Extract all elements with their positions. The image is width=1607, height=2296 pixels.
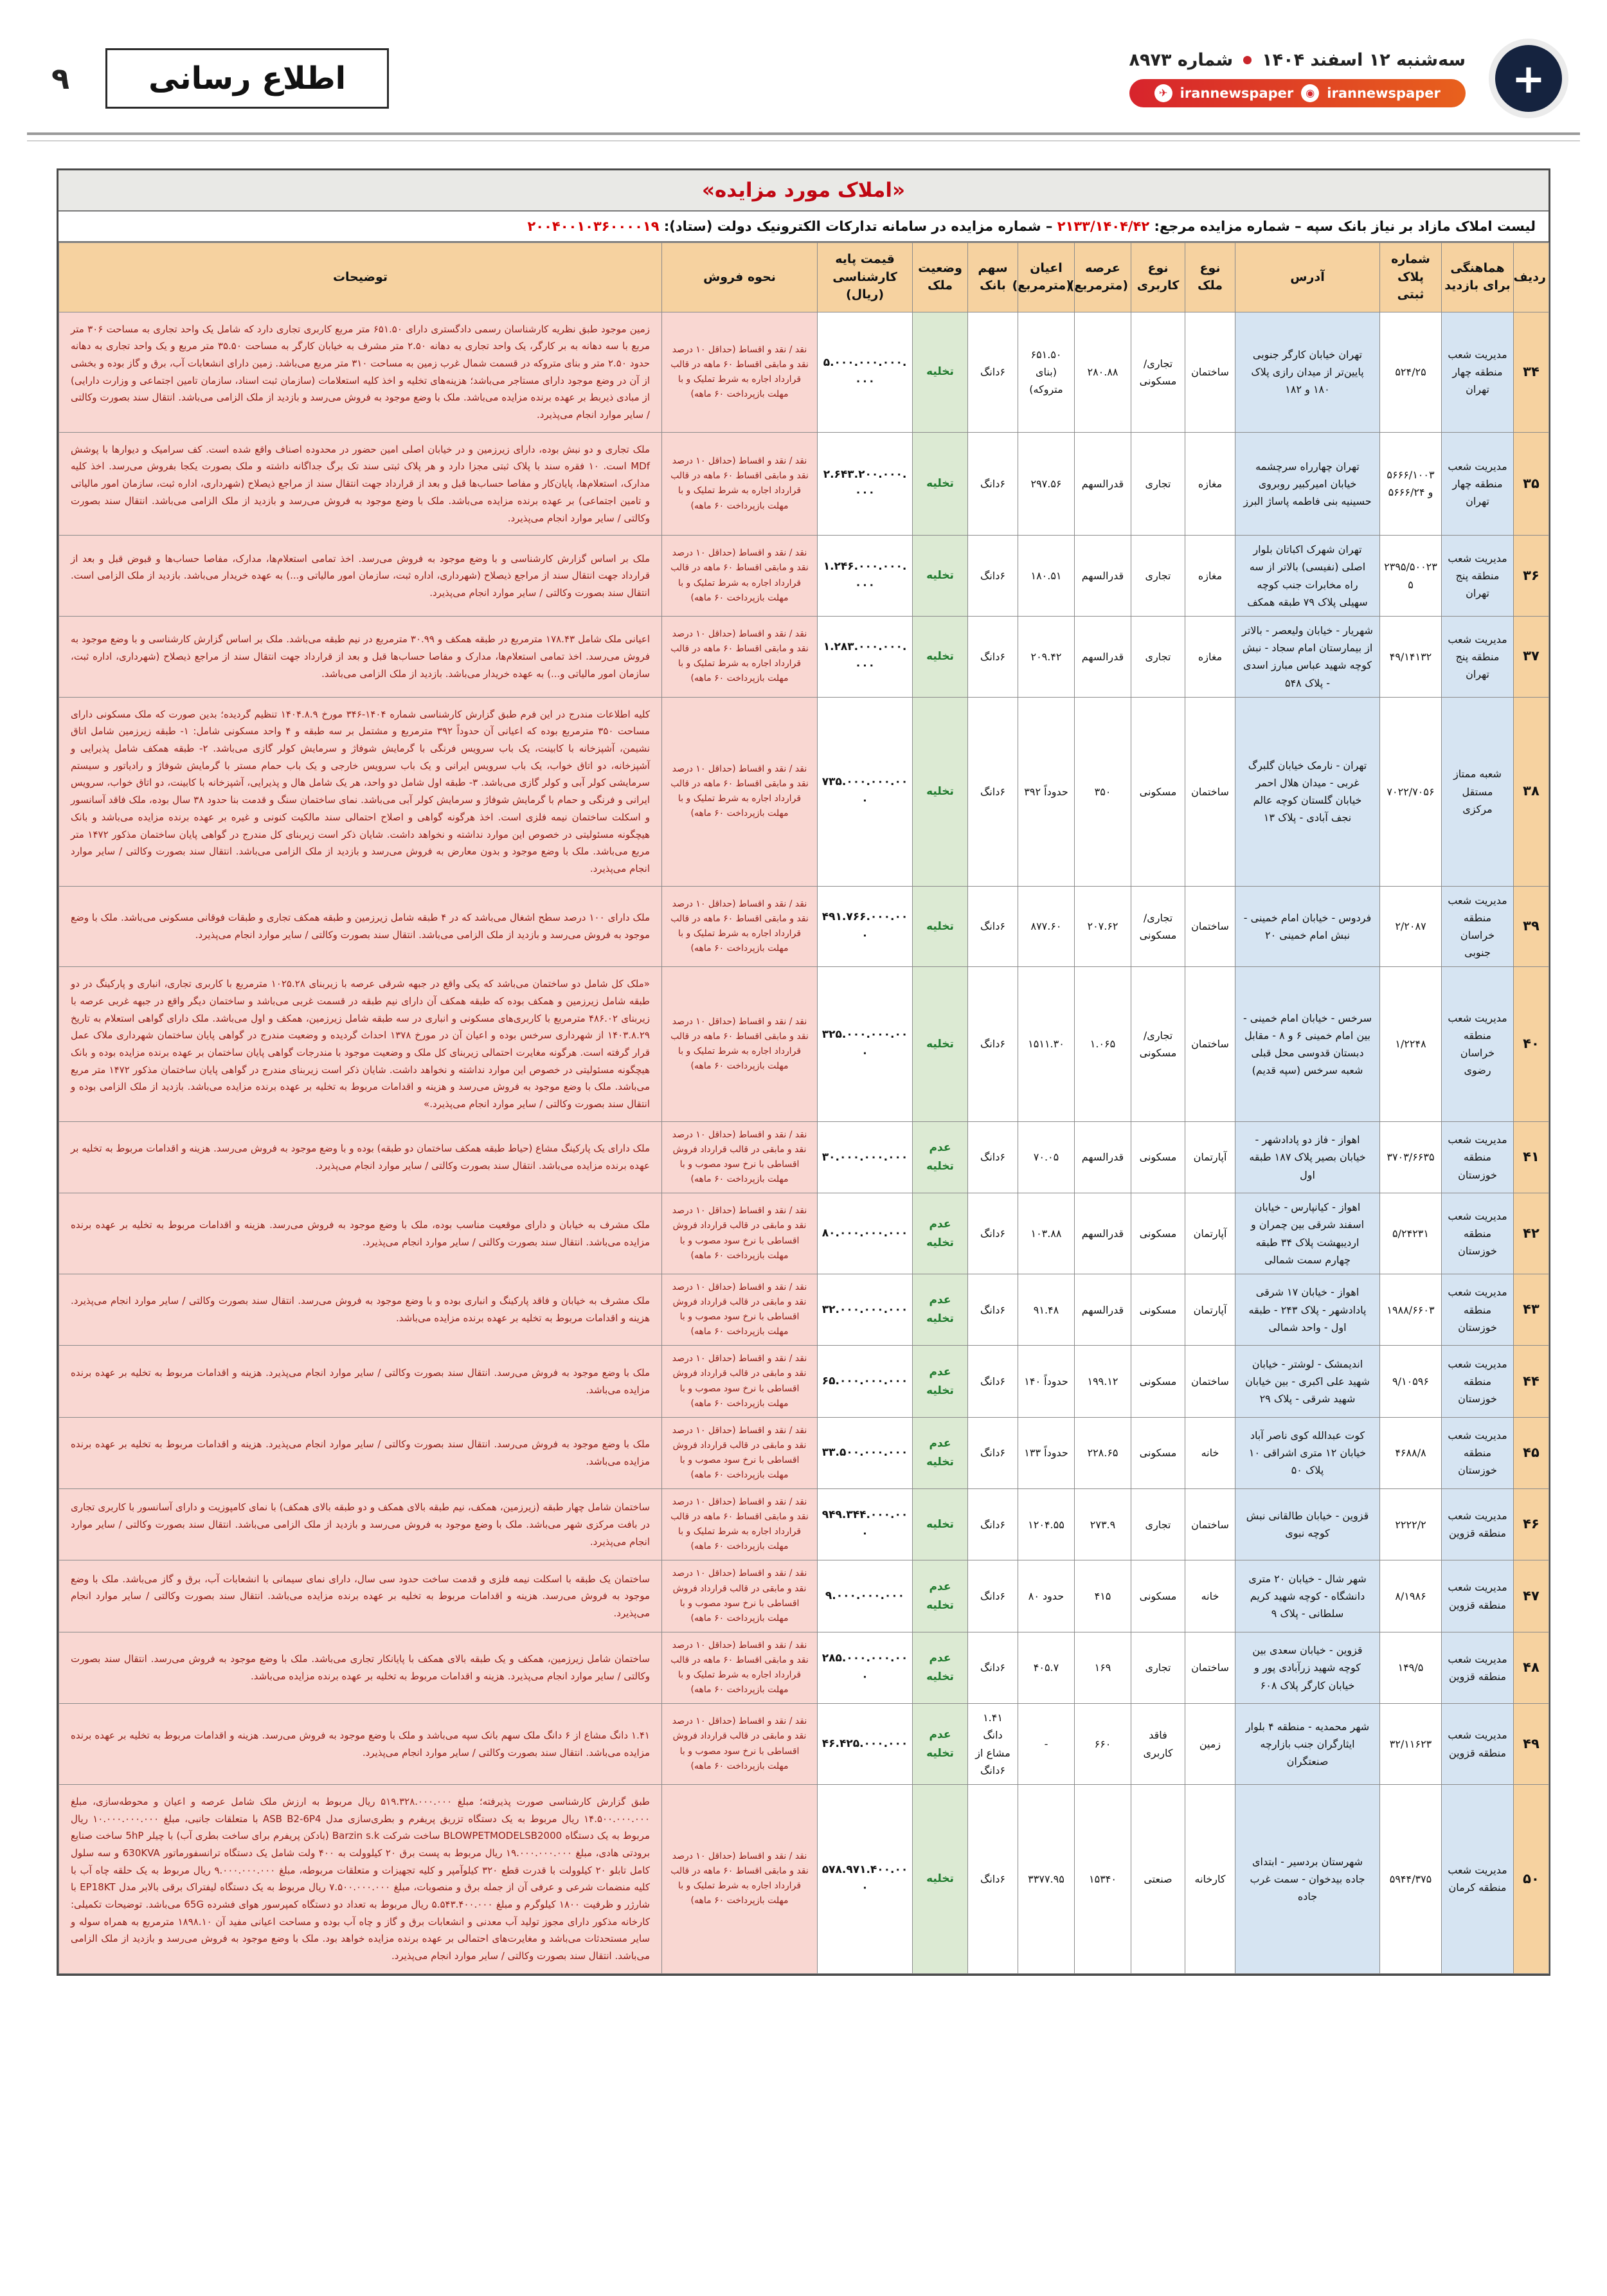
cell-base-price: ۴۶.۴۲۵.۰۰۰.۰۰۰ — [818, 1704, 913, 1785]
cell-usage: مسکونی — [1131, 697, 1185, 886]
table-row — [59, 312, 1549, 432]
cell-built-area: ۱۲۰۴.۵۵ — [1018, 1489, 1075, 1560]
cell-status: عدم تخلیه — [913, 1121, 968, 1193]
cell-sale-method: نقد / نقد و اقساط (حداقل ۱۰ درصد نقد و مابقی در قالب قرارداد فروش اقساطی با نرخ سود مصوب و با مهلت بازپرداخت ۶۰ ماهه) — [662, 1704, 818, 1785]
table-row — [59, 1632, 1549, 1703]
cell-plate: ۷۰۲۲/۷۰۵۶ — [1380, 697, 1442, 886]
cell-address: کوت عبدالله کوی ناصر آباد خیابان ۱۲ متری اشراقی ۱۰ پلاک ۵۰ — [1235, 1417, 1380, 1488]
cell-property-type: ساختمان — [1185, 886, 1235, 967]
cell-bank-share: ۶دانگ — [968, 1274, 1018, 1345]
cell-plate: ۴۹/۱۴۱۳۲ — [1380, 616, 1442, 697]
cell-bank-share: ۶دانگ — [968, 1560, 1018, 1632]
cell-plate: ۵۶۶۶/۱۰۰۳ و ۵۶۶۶/۲۴ — [1380, 432, 1442, 535]
cell-notes: زمین موجود طبق نظریه کارشناسان رسمی دادگستری دارای ۶۵۱.۵۰ متر مربع کاربری تجاری دارد که شامل یک واحد تجاری به مساحت ۳۰۶ متر مربع با سه دهانه به بر کارگر، یک واحد تجاری به دهانه ۲.۵۰ متر مشرف به خیابان کارگر به مساحت ۳۵.۵۰ متر مربع و یک واحد تجاری به دهانه حدود ۲.۵۰ متر و بنای متروکه در قسمت شمال غرب زمین به مساحت ۳۱۰ متر مربع می‌باشد. زمین دارای انشعابات آب، برق و گاز بوده و بخشی از آن در وضع موجود دارای مستاجر می‌باشد؛ هزینه‌های تخلیه و اخذ کلیه استعلامات (سازمان ثبت اسناد، سازمان تامین اجتماعی و وزارت دارایی) از مبادی ذیربط بر عهده برنده مزایده می‌باشد. ملک با وضع موجود به فروش می‌رسد و بازدید از ملک الزامی می‌باشد. انتقال سند بصورت وکالتی / سایر موارد انجام می‌پذیرد. — [59, 312, 662, 432]
cell-property-type: خانه — [1185, 1417, 1235, 1488]
cell-land-area: ۲۰۷.۶۲ — [1075, 886, 1131, 967]
cell-usage: تجاری — [1131, 432, 1185, 535]
header-divider-dark — [27, 132, 1580, 135]
cell-radif: ۴۳ — [1514, 1274, 1549, 1345]
cell-plate: ۲۳۹۵/۵۰۰۲۳۵ — [1380, 536, 1442, 617]
table-row — [59, 1489, 1549, 1560]
cell-land-area: ۴۱۵ — [1075, 1560, 1131, 1632]
cell-usage: مسکونی — [1131, 1346, 1185, 1417]
cell-sale-method: نقد / نقد و اقساط (حداقل ۱۰ درصد نقد و مابقی در قالب قرارداد فروش اقساطی با نرخ سود مصوب و با مهلت بازپرداخت ۶۰ ماهه) — [662, 1121, 818, 1193]
cell-radif: ۴۶ — [1514, 1489, 1549, 1560]
column-header: نوع کاربری — [1131, 243, 1185, 312]
cell-coordination: شعبه ممتاز مستقل مرکزی — [1442, 697, 1514, 886]
cell-coordination: مدیریت شعب منطقه چهار تهران — [1442, 312, 1514, 432]
cell-built-area: ۳۳۷۷.۹۵ — [1018, 1784, 1075, 1973]
cell-property-type: ساختمان — [1185, 1346, 1235, 1417]
separator-dot-icon — [1243, 56, 1252, 64]
cell-sale-method: نقد / نقد و اقساط (حداقل ۱۰ درصد نقد و مابقی اقساط ۶۰ ماهه در قالب قرارداد اجاره به شرط تملیک و با مهلت بازپرداخت ۶۰ ماهه) — [662, 886, 818, 967]
cell-land-area: ۱.۰۶۵ — [1075, 967, 1131, 1122]
cell-usage: مسکونی — [1131, 1193, 1185, 1274]
cell-sale-method: نقد / نقد و اقساط (حداقل ۱۰ درصد نقد و مابقی اقساط ۶۰ ماهه در قالب قرارداد اجاره به شرط تملیک و با مهلت بازپرداخت ۶۰ ماهه) — [662, 1784, 818, 1973]
cell-sale-method: نقد / نقد و اقساط (حداقل ۱۰ درصد نقد و مابقی اقساط ۶۰ ماهه در قالب قرارداد اجاره به شرط تملیک و با مهلت بازپرداخت ۶۰ ماهه) — [662, 312, 818, 432]
cell-address: قزوین - خیابان سعدی بین کوچه شهید زرآبادی پور و خیابان کارگر پلاک ۶۰۸ — [1235, 1632, 1380, 1703]
cell-coordination: مدیریت شعب منطقه چهار تهران — [1442, 432, 1514, 535]
cell-usage: تجاری — [1131, 1489, 1185, 1560]
cell-land-area: ۱۵۳۴۰ — [1075, 1784, 1131, 1973]
cell-radif: ۴۲ — [1514, 1193, 1549, 1274]
cell-base-price: ۹۴۹.۳۴۴.۰۰۰.۰۰۰ — [818, 1489, 913, 1560]
cell-base-price: ۹.۰۰۰.۰۰۰.۰۰۰ — [818, 1560, 913, 1632]
cell-bank-share: ۶دانگ — [968, 432, 1018, 535]
date-line — [1129, 50, 1466, 70]
cell-land-area: قدرالسهم — [1075, 1121, 1131, 1193]
cell-radif: ۴۹ — [1514, 1704, 1549, 1785]
cell-bank-share: ۶دانگ — [968, 1417, 1018, 1488]
cell-bank-share: ۶دانگ — [968, 536, 1018, 617]
table-row — [59, 697, 1549, 886]
cell-status: تخلیه — [913, 697, 968, 886]
table-row — [59, 1704, 1549, 1785]
cell-built-area: ۶۵۱.۵۰ (بنای متروکه) — [1018, 312, 1075, 432]
cell-status: عدم تخلیه — [913, 1704, 968, 1785]
column-header: قیمت پایه کارشناسی (ریال) — [818, 243, 913, 312]
cell-sale-method: نقد / نقد و اقساط (حداقل ۱۰ درصد نقد و مابقی در قالب قرارداد فروش اقساطی با نرخ سود مصوب و با مهلت بازپرداخت ۶۰ ماهه) — [662, 1274, 818, 1345]
cell-notes: ملک مشرف به خیابان و فاقد پارکینگ و انباری بوده و با وضع موجود به فروش می‌رسد. انتقال سند بصورت وکالتی / سایر موارد انجام می‌پذیرد. هزینه و اقدامات مربوط به تخلیه بر عهده برنده مزایده می‌باشد. — [59, 1274, 662, 1345]
cell-usage: تجاری/ مسکونی — [1131, 312, 1185, 432]
cell-land-area: قدرالسهم — [1075, 432, 1131, 535]
cell-address: شهرستان بردسیر - ابتدای جاده بیدخوان - سمت غرب جاده — [1235, 1784, 1380, 1973]
auction-subtitle — [58, 212, 1549, 242]
cell-bank-share: ۶دانگ — [968, 1346, 1018, 1417]
cell-status: تخلیه — [913, 536, 968, 617]
cell-notes: طبق گزارش کارشناسی صورت پذیرفته؛ مبلغ ۵۱۹.۳۲۸.۰۰۰.۰۰۰ ریال مربوط به ارزش ملک شامل عرصه و اعیان و محوطه‌سازی، مبلغ ۱۴.۵۰۰.۰۰۰.۰۰۰ ریال مربوط به یک دستگاه تزریق پریفرم و بطری‌سازی مدل ASB B2-6P4 با متعلقات جانبی، مبلغ ۱۰.۰۰۰.۰۰۰.۰۰۰ ریال مربوط به یک دستگاه BLOWPETMODELSB2000 ساخت شرکت Barzin s.k (بادکن پریفرم برای ساخت بطری آب) با چیلر 5hP ساخت صنایع برودتی هادی، مبلغ ۱۹.۰۰۰.۰۰۰.۰۰۰ ریال مربوط به پست برق ۲۰ کیلوولت به ۴۰۰ ولت شامل یک دستگاه ترانسفورماتور 630KVA و سه سلول کامل تابلو ۲۰ کیلوولت با قدرت قطع ۳۲۰ کیلوآمپر و کلیه تجهیزات و متعلقات مربوطه، مبلغ ۹.۰۰۰.۰۰۰.۰۰۰ ریال مربوط به یک حلقه چاه آب با کلیه منضمات شرعی و عرفی آن از جمله برق و منصوبات، مبلغ ۷.۵۰۰.۰۰۰.۰۰۰ ریال مربوط به یک دستگاه لیفتراک برقی بالابر مدل EP18KT با شارژر و ظرفیت ۱۸۰۰ کیلوگرم و مبلغ ۵.۵۴۳.۴۰۰.۰۰۰ ریال مربوط به تعداد دو دستگاه کمپرسور هوای فشرده 65G می‌باشد. توضیحات تکمیلی: کارخانه مذکور دارای مجوز تولید آب معدنی و انشعابات برق و گاز و چاه آب بوده و مساحت اعیانی مفید آن ۱۸۹۸.۱۰ مترمربع به همراه سوله و سایر مستحدثات می‌باشد و مغایرت‌های احتمالی بر عهده برنده مزایده خواهد بود. ملک با وضع موجود به فروش می‌رسد و بازدید از ملک الزامی می‌باشد. انتقال سند بصورت وکالتی / سایر موارد انجام می‌پذیرد. — [59, 1784, 662, 1973]
cell-property-type: ساختمان — [1185, 1632, 1235, 1703]
cell-coordination: مدیریت شعب منطقه قزوین — [1442, 1704, 1514, 1785]
cell-notes: ملک با وضع موجود به فروش می‌رسد. انتقال سند بصورت وکالتی / سایر موارد انجام می‌پذیرد. هزینه و اقدامات مربوط به تخلیه بر عهده برنده مزایده می‌باشد. — [59, 1346, 662, 1417]
cell-address: قزوین - خیابان طالقانی نبش کوچه نبوی — [1235, 1489, 1380, 1560]
cell-plate: ۴۶۸۸/۸ — [1380, 1417, 1442, 1488]
cell-radif: ۳۷ — [1514, 616, 1549, 697]
cell-bank-share: ۶دانگ — [968, 1784, 1018, 1973]
cell-radif: ۳۹ — [1514, 886, 1549, 967]
cell-coordination: مدیریت شعب منطقه خوزستان — [1442, 1193, 1514, 1274]
cell-notes: ملک مشرف به خیابان و دارای موقعیت مناسب بوده، ملک با وضع موجود به فروش می‌رسد. هزینه و اقدامات مربوط به تخلیه بر عهده برنده مزایده می‌باشد. انتقال سند بصورت وکالتی / سایر موارد انجام می‌پذیرد. — [59, 1193, 662, 1274]
cell-built-area: ۱۵۱۱.۳۰ — [1018, 967, 1075, 1122]
cell-plate: ۵۹۴۴/۳۷۵ — [1380, 1784, 1442, 1973]
issue-number: شماره ۸۹۷۳ — [1129, 50, 1234, 70]
cell-sale-method: نقد / نقد و اقساط (حداقل ۱۰ درصد نقد و مابقی اقساط ۶۰ ماهه در قالب قرارداد اجاره به شرط تملیک و با مهلت بازپرداخت ۶۰ ماهه) — [662, 536, 818, 617]
cell-status: تخلیه — [913, 1784, 968, 1973]
cell-status: عدم تخلیه — [913, 1193, 968, 1274]
iran-newspaper-logo — [1495, 45, 1562, 112]
cell-property-type: زمین — [1185, 1704, 1235, 1785]
cell-base-price: ۲۸۵.۰۰۰.۰۰۰.۰۰۰ — [818, 1632, 913, 1703]
cell-base-price: ۶۵.۰۰۰.۰۰۰.۰۰۰ — [818, 1346, 913, 1417]
cell-sale-method: نقد / نقد و اقساط (حداقل ۱۰ درصد نقد و مابقی در قالب قرارداد فروش اقساطی با نرخ سود مصوب و با مهلت بازپرداخت ۶۰ ماهه) — [662, 1346, 818, 1417]
cell-status: تخلیه — [913, 967, 968, 1122]
cell-usage: تجاری/ مسکونی — [1131, 967, 1185, 1122]
cell-address: اهواز - فاز دو پادادشهر - خیابان بصیر پلاک ۱۸۷ طبقه اول — [1235, 1121, 1380, 1193]
cell-sale-method: نقد / نقد و اقساط (حداقل ۱۰ درصد نقد و مابقی اقساط ۶۰ ماهه در قالب قرارداد اجاره به شرط تملیک و با مهلت بازپرداخت ۶۰ ماهه) — [662, 616, 818, 697]
column-header: هماهنگی برای بازدید — [1442, 243, 1514, 312]
cell-bank-share: ۶دانگ — [968, 1632, 1018, 1703]
cell-plate: ۵/۲۴۲۳۱ — [1380, 1193, 1442, 1274]
cell-notes: ملک دارای ۱۰۰ درصد سطح اشغال می‌باشد که در ۴ طبقه شامل زیرزمین و طبقه همکف تجاری و طبقات فوقانی مسکونی می‌باشد. ملک با وضع موجود به فروش می‌رسد و بازدید از ملک الزامی می‌باشد. انتقال سند بصورت وکالتی / سایر موارد انجام می‌پذیرد. — [59, 886, 662, 967]
cell-sale-method: نقد / نقد و اقساط (حداقل ۱۰ درصد نقد و مابقی اقساط ۶۰ ماهه در قالب قرارداد اجاره به شرط تملیک و با مهلت بازپرداخت ۶۰ ماهه) — [662, 1489, 818, 1560]
cell-status: عدم تخلیه — [913, 1632, 968, 1703]
subtitle-text: – شماره مزایده در سامانه تدارکات الکترونیک دولت (ستاد): — [659, 219, 1057, 234]
cell-bank-share: ۶دانگ — [968, 616, 1018, 697]
cell-land-area: ۲۲۸.۶۵ — [1075, 1417, 1131, 1488]
cell-radif: ۳۸ — [1514, 697, 1549, 886]
cell-status: تخلیه — [913, 432, 968, 535]
table-row — [59, 886, 1549, 967]
cell-built-area: ۷۰.۰۵ — [1018, 1121, 1075, 1193]
cell-plate: ۸/۱۹۸۶ — [1380, 1560, 1442, 1632]
cell-plate: ۳۷۰۳/۶۶۳۵ — [1380, 1121, 1442, 1193]
table-row — [59, 1784, 1549, 1973]
cell-notes: ملک تجاری و دو نبش بوده، دارای زیرزمین و در خیابان اصلی امین حضور در محدوده اصناف واقع شده است. کف سرامیک و دیوارها با پوشش MDf است. ۱۰ فقره سند با پلاک ثبتی مجزا دارد و هر پلاک ثبتی سند تک برگ جداگانه داشته و ملک بصورت یکجا بفروش می‌رسد. اخذ کلیه مدارک، استعلام‌ها، پایان‌کار و مفاصا حساب‌ها قبل و بعد از قرارداد جهت انتقال سند از مراجع ذیصلاح (شهرداری، اداره ثبت، سازمان امور مالیاتی و تامین اجتماعی) بر عهده برنده مزایده می‌باشد. ملک با وضع موجود به فروش می‌رسد و بازدید از ملک الزامی می‌باشد. انتقال سند بصورت وکالتی / سایر موارد انجام می‌پذیرد. — [59, 432, 662, 535]
cell-radif: ۴۵ — [1514, 1417, 1549, 1488]
cell-property-type: ساختمان — [1185, 312, 1235, 432]
column-header: آدرس — [1235, 243, 1380, 312]
cell-sale-method: نقد / نقد و اقساط (حداقل ۱۰ درصد نقد و مابقی اقساط ۶۰ ماهه در قالب قرارداد اجاره به شرط تملیک و با مهلت بازپرداخت ۶۰ ماهه) — [662, 697, 818, 886]
plus-icon: + — [1512, 55, 1545, 102]
cell-address: اندیمشک - لوشتر - خیابان شهید علی اکبری - بین خیابان شهید شرقی - پلاک ۲۹ — [1235, 1346, 1380, 1417]
table-row — [59, 1346, 1549, 1417]
cell-bank-share: ۶دانگ — [968, 1121, 1018, 1193]
cell-plate: ۱۹۸۸/۶۶۰۳ — [1380, 1274, 1442, 1345]
cell-coordination: مدیریت شعب منطقه قزوین — [1442, 1560, 1514, 1632]
table-row — [59, 1417, 1549, 1488]
cell-address: فردوس - خیابان امام خمینی - نبش امام خمینی ۲۰ — [1235, 886, 1380, 967]
table-row — [59, 1560, 1549, 1632]
cell-base-price: ۳۳.۵۰۰.۰۰۰.۰۰۰ — [818, 1417, 913, 1488]
cell-property-type: کارخانه — [1185, 1784, 1235, 1973]
cell-property-type: ساختمان — [1185, 1489, 1235, 1560]
cell-coordination: مدیریت شعب منطقه پنج تهران — [1442, 616, 1514, 697]
cell-land-area: قدرالسهم — [1075, 1193, 1131, 1274]
cell-built-area: ۸۷۷.۶۰ — [1018, 886, 1075, 967]
column-header: توضیحات — [59, 243, 662, 312]
cell-notes: کلیه اطلاعات مندرج در این فرم طبق گزارش کارشناسی شماره ۱۴۰۴-۳۴۶ مورخ ۱۴۰۴.۸.۹ تنظیم گردیده؛ بدین صورت که ملک مسکونی دارای مساحت ۳۵۰ مترمربع بوده که اعیانی آن حدوداً ۳۹۲ مترمربع و مشتمل بر سه طبقه و ۴ واحد مسکونی شامل: ۱- طبقه زیرزمین شامل اتاق نشیمن، آشپزخانه با کابینت، یک باب سرویس فرنگی با گرمایش شوفاژ و سرمایش کولر گازی می‌باشد. ۲- طبقه همکف شامل پذیرایی و آشپزخانه، دو اتاق خواب، یک باب سرویس ایرانی و یک باب سرویس خارجی و یک باب حمام مستر با گرمایش شوفاژ و رادیاتور و سیستم سرمایشی کولر آبی و کولر گازی می‌باشد. ۳- طبقه اول شامل دو واحد، هر یک شامل هال و پذیرایی، آشپزخانه با کابینت، دو اتاق خواب، سرویس ایرانی و فرنگی و حمام با گرمایش شوفاژ و سرمایش کولر آبی می‌باشد. نمای ساختمان سنگ و قدمت بنا حدود ۳۸ سال بوده، ملک فاقد آسانسور و اسکلت ساختمان نیمه فلزی است. اخذ هرگونه گواهی و اصلاح احتمالی سند مالکیت کنونی و غیره بر عهده برنده مزایده می‌باشد و بانک هیچگونه مسئولیتی در خصوص این موارد نداشته و نخواهد داشت. شایان ذکر است زیربنای کل مندرج در گواهی پایان ساختمان مذکور ۱۴۷۲ متر مربع می‌باشد. ملک با وضع موجود و بدون معارض به فروش می‌رسد و بازدید از ملک الزامی می‌باشد. انتقال سند بصورت وکالتی / سایر موارد انجام می‌پذیرد. — [59, 697, 662, 886]
cell-base-price: ۳۲.۰۰۰.۰۰۰.۰۰۰ — [818, 1274, 913, 1345]
cell-notes: «ملک کل شامل دو ساختمان می‌باشد که یکی واقع در جبهه شرقی عرصه با زیربنای ۱۰۲۵.۲۸ مترمربع با کاربری تجاری، انباری و پارکینگ در دو طبقه شامل زیرزمین و همکف بوده که طبقه همکف آن دارای نیم طبقه در قسمت غربی می‌باشد و ساختمان دیگر واقع در جبهه غربی عرصه با زیربنای ۴۸۶.۰۲ مترمربع با کاربری‌های مسکونی و انباری در سه طبقه شامل زیرزمین، همکف و اول می‌باشد. ملک دارای گواهی استعلام به تاریخ ۱۴۰۳.۸.۲۹ از شهرداری سرخس بوده و اعیان آن در مورخ ۱۳۷۸ احداث گردیده و وضعیت مندرج در گواهی پایان ساختمان شهرداری ملاک عمل قرار گرفته است. هرگونه مغایرت احتمالی زیربنای کل ملک و وضعیت موجود با مندرجات گواهی پایان ساختمان بر عهده برنده مزایده بوده و بانک هیچگونه مسئولیتی در خصوص این موارد نداشته و نخواهد داشت. شایان ذکر است زیربنای مندرج در گواهی پایان ساختمان مذکور ۱۴۷۲ متر مربع می‌باشد. ملک با وضع موجود به فروش می‌رسد و هزینه و اقدامات مربوط به تخلیه بر عهده برنده مزایده می‌باشد. بازدید از ملک الزامی بوده و انتقال سند بصورت وکالتی / سایر موارد انجام می‌پذیرد.» — [59, 967, 662, 1122]
cell-base-price: ۳۲۵.۰۰۰.۰۰۰.۰۰۰ — [818, 967, 913, 1122]
cell-land-area: قدرالسهم — [1075, 616, 1131, 697]
cell-base-price: ۳۰.۰۰۰.۰۰۰.۰۰۰ — [818, 1121, 913, 1193]
cell-address: اهواز - کیانپارس - خیابان اسفند شرقی بین چمران و اردیبهشت پلاک ۳۴ طبقه چهارم سمت شمالی — [1235, 1193, 1380, 1274]
cell-radif: ۳۵ — [1514, 432, 1549, 535]
cell-land-area: قدرالسهم — [1075, 536, 1131, 617]
cell-status: تخلیه — [913, 886, 968, 967]
cell-address: اهواز - خیابان ۱۷ شرقی پادادشهر - پلاک ۲۴۳ - طبقه اول - واحد شمالی — [1235, 1274, 1380, 1345]
column-header: شماره پلاک ثبتی — [1380, 243, 1442, 312]
cell-usage: فاقد کاربری — [1131, 1704, 1185, 1785]
cell-sale-method: نقد / نقد و اقساط (حداقل ۱۰ درصد نقد و مابقی در قالب قرارداد فروش اقساطی با نرخ سود مصوب و با مهلت بازپرداخت ۶۰ ماهه) — [662, 1417, 818, 1488]
table-body — [59, 312, 1549, 1973]
cell-usage: مسکونی — [1131, 1560, 1185, 1632]
cell-base-price: ۱.۲۸۳.۰۰۰.۰۰۰.۰۰۰ — [818, 616, 913, 697]
cell-bank-share: ۶دانگ — [968, 312, 1018, 432]
column-header: اعیان (مترمربع) — [1018, 243, 1075, 312]
column-header: سهم بانک — [968, 243, 1018, 312]
cell-property-type: مغازه — [1185, 432, 1235, 535]
cell-address: تهران - نارمک خیابان گلبرگ غربی - میدان هلال احمر خیابان گلستان کوچه عالم نجف آبادی - پلاک ۱۳ — [1235, 697, 1380, 886]
cell-coordination: مدیریت شعب منطقه قزوین — [1442, 1632, 1514, 1703]
cell-status: عدم تخلیه — [913, 1560, 968, 1632]
cell-usage: مسکونی — [1131, 1121, 1185, 1193]
cell-plate: ۲۲۲۲/۲ — [1380, 1489, 1442, 1560]
cell-sale-method: نقد / نقد و اقساط (حداقل ۱۰ درصد نقد و مابقی اقساط ۶۰ ماهه در قالب قرارداد اجاره به شرط تملیک و با مهلت بازپرداخت ۶۰ ماهه) — [662, 432, 818, 535]
cell-sale-method: نقد / نقد و اقساط (حداقل ۱۰ درصد نقد و مابقی در قالب قرارداد فروش اقساطی با نرخ سود مصوب و با مهلت بازپرداخت ۶۰ ماهه) — [662, 1560, 818, 1632]
cell-bank-share: ۶دانگ — [968, 697, 1018, 886]
section-label: اطلاع رسانی — [105, 48, 389, 109]
cell-address: تهران چهارراه سرچشمه خیابان امیرکبیر روبروی حسینیه بنی فاطمه پاساژ البرز — [1235, 432, 1380, 535]
cell-radif: ۴۸ — [1514, 1632, 1549, 1703]
cell-base-price: ۷۳۵.۰۰۰.۰۰۰.۰۰۰ — [818, 697, 913, 886]
cell-property-type: ساختمان — [1185, 697, 1235, 886]
subtitle-text: لیست املاک مازاد بر نیاز بانک سپه – شماره مزایده مرجع: — [1149, 219, 1536, 234]
cell-notes: اعیانی ملک شامل ۱۷۸.۴۳ مترمربع در طبقه همکف و ۳۰.۹۹ مترمربع در نیم طبقه می‌باشد. ملک بر اساس گزارش کارشناسی و با وضع موجود به فروش می‌رسد. اخذ تمامی استعلام‌ها، مدارک و مفاصا حساب‌ها قبل و بعد از قرارداد جهت انتقال سند از مراجع ذیصلاح (شهرداری، اداره ثبت، سازمان امور مالیاتی و...) به عهده خریدار می‌باشد. بازدید از ملک الزامی می‌باشد. — [59, 616, 662, 697]
column-header: نحوه فروش — [662, 243, 818, 312]
cell-land-area: ۲۸۰.۸۸ — [1075, 312, 1131, 432]
cell-built-area: ۲۰۹.۴۲ — [1018, 616, 1075, 697]
auction-reference-number: ۲۰۰۴۰۰۱۰۳۶۰۰۰۰۱۹ — [527, 219, 660, 234]
column-header: نوع ملک — [1185, 243, 1235, 312]
cell-plate: ۳۲/۱۱۶۲۳ — [1380, 1704, 1442, 1785]
cell-plate: ۹/۱۰۵۹۶ — [1380, 1346, 1442, 1417]
cell-status: عدم تخلیه — [913, 1417, 968, 1488]
cell-address: سرخس - خیابان امام خمینی - بین امام خمینی ۶ و ۸ - مقابل دبستان قدوسی محل قبلی شعبه سرخس (سپه قدیم) — [1235, 967, 1380, 1122]
cell-plate: ۱/۲۲۴۸ — [1380, 967, 1442, 1122]
table-row — [59, 967, 1549, 1122]
cell-address: تهران شهرک اکباتان بلوار اصلی (نفیسی) بالاتر از سه راه مخابرات جنب کوچه سهیلی پلاک ۷۹ طبقه همکف — [1235, 536, 1380, 617]
cell-built-area: حدوداً ۱۳۳ — [1018, 1417, 1075, 1488]
cell-base-price: ۱.۲۴۶.۰۰۰.۰۰۰.۰۰۰ — [818, 536, 913, 617]
table-row — [59, 1274, 1549, 1345]
cell-built-area: ۱۸۰.۵۱ — [1018, 536, 1075, 617]
column-header: عرصه (مترمربع) — [1075, 243, 1131, 312]
cell-status: تخلیه — [913, 1489, 968, 1560]
page-number: ۹ — [51, 61, 70, 96]
cell-property-type: مغازه — [1185, 616, 1235, 697]
cell-usage: تجاری/ مسکونی — [1131, 886, 1185, 967]
cell-notes: ساختمان شامل چهار طبقه (زیرزمین، همکف، نیم طبقه بالای همکف و دو طبقه بالای همکف) با نمای کامپوزیت و دارای آسانسور با کاربری تجاری در بافت مرکزی شهر می‌باشد. ملک با وضع موجود به فروش می‌رسد و بازدید از ملک الزامی می‌باشد. انتقال سند بصورت وکالتی / سایر موارد انجام می‌پذیرد. — [59, 1489, 662, 1560]
cell-built-area: ۴۰۵.۷ — [1018, 1632, 1075, 1703]
cell-bank-share: ۶دانگ — [968, 1489, 1018, 1560]
cell-plate: ۵۲۴/۲۵ — [1380, 312, 1442, 432]
cell-radif: ۴۴ — [1514, 1346, 1549, 1417]
table-row — [59, 536, 1549, 617]
cell-radif: ۳۶ — [1514, 536, 1549, 617]
cell-land-area: قدرالسهم — [1075, 1274, 1131, 1345]
cell-built-area: ۹۱.۴۸ — [1018, 1274, 1075, 1345]
cell-property-type: آپارتمان — [1185, 1121, 1235, 1193]
cell-built-area: حدوداً ۱۴۰ — [1018, 1346, 1075, 1417]
table-row — [59, 616, 1549, 697]
cell-usage: تجاری — [1131, 1632, 1185, 1703]
cell-coordination: مدیریت شعب منطقه کرمان — [1442, 1784, 1514, 1973]
cell-plate: ۲/۲۰۸۷ — [1380, 886, 1442, 967]
cell-property-type: خانه — [1185, 1560, 1235, 1632]
cell-land-area: ۶۶۰ — [1075, 1704, 1131, 1785]
table-header-row — [59, 243, 1549, 312]
cell-radif: ۴۰ — [1514, 967, 1549, 1122]
cell-bank-share: ۶دانگ — [968, 886, 1018, 967]
page-header — [0, 0, 1607, 123]
cell-coordination: مدیریت شعب منطقه قزوین — [1442, 1489, 1514, 1560]
cell-built-area: - — [1018, 1704, 1075, 1785]
cell-radif: ۵۰ — [1514, 1784, 1549, 1973]
auction-title: «املاک مورد مزایده» — [58, 170, 1549, 212]
cell-status: عدم تخلیه — [913, 1274, 968, 1345]
cell-radif: ۴۷ — [1514, 1560, 1549, 1632]
cell-address: شهر شال - خیابان ۲۰ متری دانشگاه - کوچه شهید کریم سلطانی - پلاک ۹ — [1235, 1560, 1380, 1632]
cell-coordination: مدیریت شعب منطقه خوزستان — [1442, 1274, 1514, 1345]
table-row — [59, 1193, 1549, 1274]
instagram-icon: ◉ — [1301, 84, 1319, 102]
cell-coordination: مدیریت شعب منطقه خوزستان — [1442, 1121, 1514, 1193]
column-header: وضعیت ملک — [913, 243, 968, 312]
cell-built-area: ۱۰۳.۸۸ — [1018, 1193, 1075, 1274]
auction-reference-number: ۲۱۳۳/۱۴۰۴/۴۲ — [1057, 219, 1150, 234]
cell-sale-method: نقد / نقد و اقساط (حداقل ۱۰ درصد نقد و مابقی اقساط ۶۰ ماهه در قالب قرارداد اجاره به شرط تملیک و با مهلت بازپرداخت ۶۰ ماهه) — [662, 1632, 818, 1703]
cell-bank-share: ۶دانگ — [968, 967, 1018, 1122]
cell-base-price: ۲.۶۴۳.۲۰۰.۰۰۰.۰۰۰ — [818, 432, 913, 535]
cell-property-type: ساختمان — [1185, 967, 1235, 1122]
cell-status: تخلیه — [913, 312, 968, 432]
cell-status: تخلیه — [913, 616, 968, 697]
table-row — [59, 432, 1549, 535]
telegram-icon: ✈ — [1154, 84, 1172, 102]
column-header: ردیف — [1514, 243, 1549, 312]
cell-bank-share: ۱.۴۱ دانگ مشاع از ۶دانگ — [968, 1704, 1018, 1785]
auction-table — [58, 242, 1549, 1974]
cell-address: تهران خیابان کارگر جنوبی پایین‌تر از میدان رازی پلاک ۱۸۰ و ۱۸۲ — [1235, 312, 1380, 432]
cell-status: عدم تخلیه — [913, 1346, 968, 1417]
cell-bank-share: ۶دانگ — [968, 1193, 1018, 1274]
cell-built-area: حدود ۸۰ — [1018, 1560, 1075, 1632]
social-media-bar — [1129, 79, 1466, 107]
cell-base-price: ۴۹۱.۷۶۶.۰۰۰.۰۰۰ — [818, 886, 913, 967]
cell-sale-method: نقد / نقد و اقساط (حداقل ۱۰ درصد نقد و مابقی در قالب قرارداد فروش اقساطی با نرخ سود مصوب و با مهلت بازپرداخت ۶۰ ماهه) — [662, 1193, 818, 1274]
auction-section — [57, 168, 1550, 1976]
cell-property-type: مغازه — [1185, 536, 1235, 617]
social-handle-telegram: irannewspaper — [1180, 85, 1294, 101]
table-row — [59, 1121, 1549, 1193]
cell-coordination: مدیریت شعب منطقه خوزستان — [1442, 1417, 1514, 1488]
cell-land-area: ۱۶۹ — [1075, 1632, 1131, 1703]
cell-sale-method: نقد / نقد و اقساط (حداقل ۱۰ درصد نقد و مابقی اقساط ۶۰ ماهه در قالب قرارداد اجاره به شرط تملیک و با مهلت بازپرداخت ۶۰ ماهه) — [662, 967, 818, 1122]
date-text: سه‌شنبه ۱۲ اسفند ۱۴۰۴ — [1262, 50, 1466, 70]
date-block — [1129, 50, 1466, 107]
cell-base-price: ۸۰.۰۰۰.۰۰۰.۰۰۰ — [818, 1193, 913, 1274]
cell-notes: ملک بر اساس گزارش کارشناسی و با وضع موجود به فروش می‌رسد. اخذ تمامی استعلام‌ها، مدارک، مفاصا حساب‌ها و قبوض قبل و بعد از قرارداد جهت انتقال سند از مراجع ذیصلاح (شهرداری، اداره ثبت، سازمان امور مالیاتی و...) به عهده خریدار می‌باشد. بازدید از ملک الزامی است. انتقال سند بصورت وکالتی / سایر موارد انجام می‌پذیرد. — [59, 536, 662, 617]
cell-coordination: مدیریت شعب منطقه پنج تهران — [1442, 536, 1514, 617]
cell-plate: ۱۴۹/۵ — [1380, 1632, 1442, 1703]
cell-address: شهریار - خیابان ولیعصر - بالاتر از بیمارستان امام سجاد - نبش کوچه شهید عباس مبارز اسدی - پلاک ۵۴۸ — [1235, 616, 1380, 697]
cell-radif: ۳۴ — [1514, 312, 1549, 432]
cell-coordination: مدیریت شعب منطقه خراسان رضوی — [1442, 967, 1514, 1122]
header-divider-light — [27, 140, 1580, 141]
social-handle-instagram: irannewspaper — [1327, 85, 1441, 101]
cell-land-area: ۱۹۹.۱۲ — [1075, 1346, 1131, 1417]
cell-usage: صنعتی — [1131, 1784, 1185, 1973]
cell-usage: تجاری — [1131, 616, 1185, 697]
cell-base-price: ۵.۰۰۰.۰۰۰.۰۰۰.۰۰۰ — [818, 312, 913, 432]
cell-usage: مسکونی — [1131, 1274, 1185, 1345]
cell-notes: ساختمان شامل زیرزمین، همکف و یک طبقه بالای همکف با پایانکار تجاری می‌باشد. ملک با وضع موجود به فروش می‌رسد. انتقال سند بصورت وکالتی / سایر موارد انجام می‌پذیرد. هزینه و اقدامات مربوط به تخلیه بر عهده برنده مزایده می‌باشد. — [59, 1632, 662, 1703]
cell-base-price: ۵۷۸.۹۷۱.۴۰۰.۰۰۰ — [818, 1784, 913, 1973]
cell-land-area: ۲۷۳.۹ — [1075, 1489, 1131, 1560]
cell-built-area: حدوداً ۳۹۲ — [1018, 697, 1075, 886]
cell-property-type: آپارتمان — [1185, 1274, 1235, 1345]
cell-property-type: آپارتمان — [1185, 1193, 1235, 1274]
cell-coordination: مدیریت شعب منطقه خوزستان — [1442, 1346, 1514, 1417]
cell-land-area: ۳۵۰ — [1075, 697, 1131, 886]
cell-notes: ملک دارای یک پارکینگ مشاع (حیاط طبقه همکف ساختمان دو طبقه) بوده و با وضع موجود به فروش می‌رسد. هزینه و اقدامات مربوط به تخلیه بر عهده برنده مزایده می‌باشد. انتقال سند بصورت وکالتی / سایر موارد انجام می‌پذیرد. — [59, 1121, 662, 1193]
cell-notes: ۱.۴۱ دانگ مشاع از ۶ دانگ ملک سهم بانک سپه می‌باشد و ملک با وضع موجود به فروش می‌رسد. هزینه و اقدامات مربوط به تخلیه بر عهده برنده مزایده می‌باشد. انتقال سند بصورت وکالتی / سایر موارد انجام می‌پذیرد. — [59, 1704, 662, 1785]
cell-notes: ساختمان یک طبقه با اسکلت نیمه فلزی و قدمت ساخت حدود سی سال، دارای نمای سیمانی با انشعابات آب، برق و گاز می‌باشد. ملک با وضع موجود به فروش می‌رسد. هزینه و اقدامات مربوط به تخلیه بر عهده برنده مزایده می‌باشد. انتقال سند بصورت وکالتی / سایر موارد انجام می‌پذیرد. — [59, 1560, 662, 1632]
cell-usage: مسکونی — [1131, 1417, 1185, 1488]
cell-radif: ۴۱ — [1514, 1121, 1549, 1193]
cell-address: شهر محمدیه - منطقه ۴ بلوار ایثارگران جنب بازارچه صنعتگران — [1235, 1704, 1380, 1785]
cell-built-area: ۲۹۷.۵۶ — [1018, 432, 1075, 535]
cell-notes: ملک با وضع موجود به فروش می‌رسد. انتقال سند بصورت وکالتی / سایر موارد انجام می‌پذیرد. هزینه و اقدامات مربوط به تخلیه بر عهده برنده مزایده می‌باشد. — [59, 1417, 662, 1488]
cell-usage: تجاری — [1131, 536, 1185, 617]
cell-coordination: مدیریت شعب منطقه خراسان جنوبی — [1442, 886, 1514, 967]
